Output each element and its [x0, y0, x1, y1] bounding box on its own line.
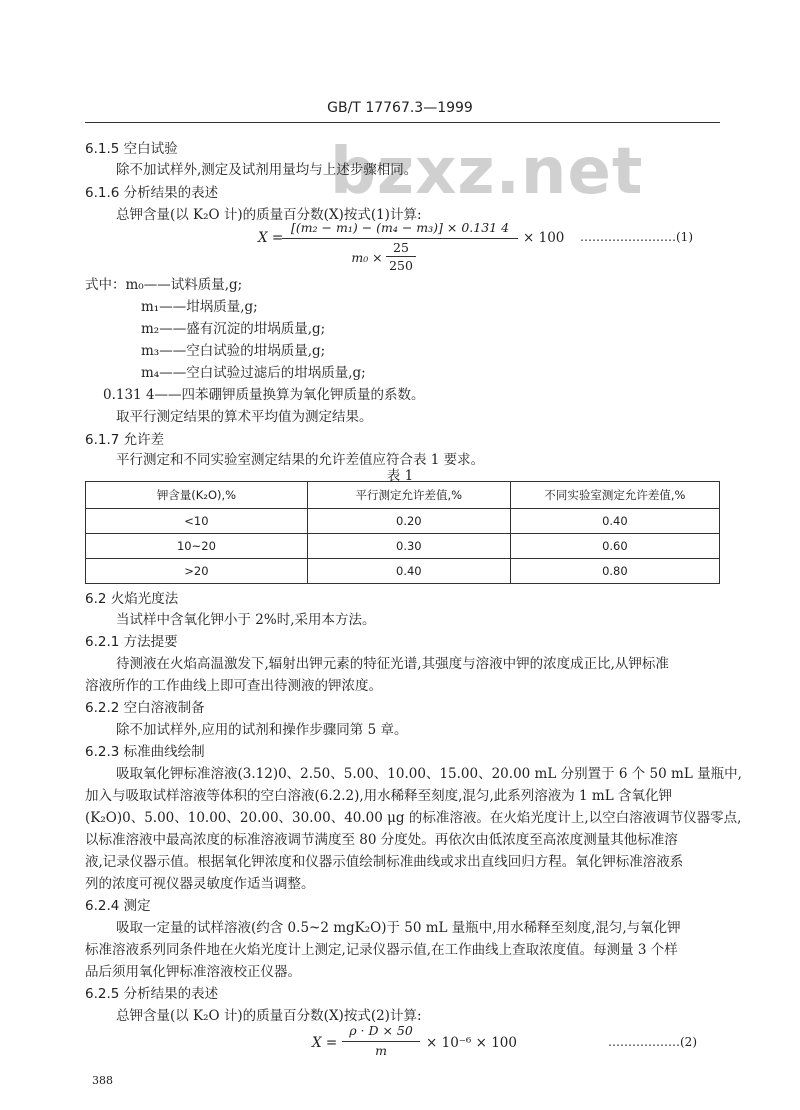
table-cell: 0.30 [307, 534, 510, 559]
table-cell: 0.40 [510, 509, 719, 534]
section-6-2-1-heading: 6.2.1 方法提要 [85, 634, 178, 650]
table-1-caption: 表 1 [386, 468, 414, 484]
formula-2-denominator: m [375, 1043, 387, 1058]
table-row [86, 559, 720, 584]
formula-1-inner-denominator: 250 [389, 258, 413, 273]
formula-1-fraction-bar [282, 238, 518, 239]
section-6-1-7-text: 平行测定和不同实验室测定结果的允许差值应符合表 1 要求。 [116, 452, 485, 468]
formula-2-fraction-bar [342, 1041, 420, 1042]
section-6-2-3-line: (K₂O)0、5.00、10.00、20.00、30.00、40.00 μg 的标准溶液。在火焰光度计上,以空白溶液调节仪器零点, [85, 810, 742, 826]
section-6-2-3-line: 列的浓度可视仪器灵敏度作适当调整。 [85, 876, 315, 892]
where-item-m1: m₁——坩埚质量,g; [141, 299, 258, 315]
table-header-row [86, 482, 720, 509]
table-cell: 0.20 [307, 509, 510, 534]
section-6-2-5-heading: 6.2.5 分析结果的表述 [85, 986, 219, 1002]
header-rule [85, 122, 720, 123]
table-row [86, 534, 720, 559]
section-6-2-3-line: 加入与吸取试样溶液等体积的空白溶液(6.2.2),用水稀释至刻度,混匀,此系列溶液为 1 mL 含氧化钾 [85, 788, 672, 804]
table-header-cell: 钾含量(K₂O),% [86, 482, 308, 509]
where-item-coefficient: 0.131 4——四苯硼钾质量换算为氧化钾质量的系数。 [103, 387, 425, 403]
table-cell: >20 [86, 559, 308, 584]
section-6-2-4-heading: 6.2.4 测定 [85, 898, 151, 914]
section-6-2-5-text: 总钾含量(以 K₂O 计)的质量百分数(X)按式(2)计算: [116, 1008, 422, 1024]
formula-2-tail: × 10⁻⁶ × 100 [426, 1035, 517, 1051]
section-6-2-3-line: 以标准溶液中最高浓度的标准溶液调节满度至 80 分度处。再依次由低浓度至高浓度测量其他标准溶 [85, 832, 678, 848]
table-cell: 0.40 [307, 559, 510, 584]
table-header-cell: 不同实验室测定允许差值,% [510, 482, 719, 509]
section-6-2-4-line: 品后须用氧化钾标准溶液校正仪器。 [85, 964, 301, 980]
table-header-cell: 平行测定允许差值,% [307, 482, 510, 509]
section-6-2-2-heading: 6.2.2 空白溶液制备 [85, 700, 205, 716]
table-cell: <10 [86, 509, 308, 534]
section-6-2-1-line: 待测液在火焰高温激发下,辐射出钾元素的特征光谱,其强度与溶液中钾的浓度成正比,从钾标准 [116, 656, 669, 672]
table-cell: 10~20 [86, 534, 308, 559]
average-text: 取平行测定结果的算术平均值为测定结果。 [116, 409, 373, 425]
table-row [86, 509, 720, 534]
section-6-2-3-heading: 6.2.3 标准曲线绘制 [85, 744, 205, 760]
where-item-m3: m₃——空白试验的坩埚质量,g; [141, 343, 326, 359]
watermark: bzxz.net [330, 135, 644, 209]
where-item-m0: 式中：m₀——试料质量,g; [85, 277, 243, 293]
section-6-2-2-text: 除不加试样外,应用的试剂和操作步骤同第 5 章。 [116, 722, 408, 738]
formula-1-tail: × 100 [523, 230, 565, 246]
where-item-m4: m₄——空白试验过滤后的坩埚质量,g; [141, 365, 366, 381]
formula-1-lhs: X = [258, 230, 284, 246]
formula-1-inner-numerator: 25 [393, 240, 409, 255]
formula-1-number: ……………………(1) [580, 230, 693, 244]
section-6-2-4-line: 吸取一定量的试样溶液(约含 0.5~2 mgK₂O)于 50 mL 量瓶中,用水稀释至刻度,混匀,与氧化钾 [116, 920, 681, 936]
section-6-1-6-heading: 6.1.6 分析结果的表述 [85, 185, 219, 201]
section-6-1-7-heading: 6.1.7 允许差 [85, 432, 165, 448]
section-6-1-5-text: 除不加试样外,测定及试剂用量均与上述步骤相同。 [116, 162, 418, 178]
section-6-2-3-line: 吸取氧化钾标准溶液(3.12)0、2.50、5.00、10.00、15.00、20.00 mL 分别置于 6 个 50 mL 量瓶中, [116, 766, 742, 782]
table-1 [85, 481, 720, 584]
table-cell: 0.60 [510, 534, 719, 559]
section-6-2-heading: 6.2 火焰光度法 [85, 591, 179, 607]
where-item-m2: m₂——盛有沉淀的坩埚质量,g; [141, 321, 326, 337]
section-6-1-5-heading: 6.1.5 空白试验 [85, 141, 178, 157]
formula-1-numerator: [(m₂ − m₁) − (m₄ − m₃)] × 0.131 4 [290, 220, 510, 235]
formula-2-numerator: ρ · D × 50 [349, 1023, 413, 1038]
formula-1-inner-bar [386, 256, 416, 257]
section-6-2-text: 当试样中含氧化钾小于 2%时,采用本方法。 [116, 612, 376, 628]
section-6-2-3-line: 液,记录仪器示值。根据氧化钾浓度和仪器示值绘制标准曲线或求出直线回归方程。氧化钾标准溶液系 [85, 854, 684, 870]
formula-1-denominator-m: m₀ × [351, 250, 383, 265]
table-cell: 0.80 [510, 559, 719, 584]
formula-2-number: ………………(2) [608, 1035, 697, 1049]
section-6-2-1-line: 溶液所作的工作曲线上即可查出待测液的钾浓度。 [85, 678, 382, 694]
page-header: GB/T 17767.3—1999 [327, 100, 473, 116]
section-6-2-4-line: 标准溶液系列同条件地在火焰光度计上测定,记录仪器示值,在工作曲线上查取浓度值。每测量 3 个样 [85, 942, 678, 958]
formula-2-lhs: X = [312, 1035, 338, 1051]
page-number: 388 [92, 1074, 113, 1087]
section-6-1-6-text: 总钾含量(以 K₂O 计)的质量百分数(X)按式(1)计算: [116, 207, 422, 223]
